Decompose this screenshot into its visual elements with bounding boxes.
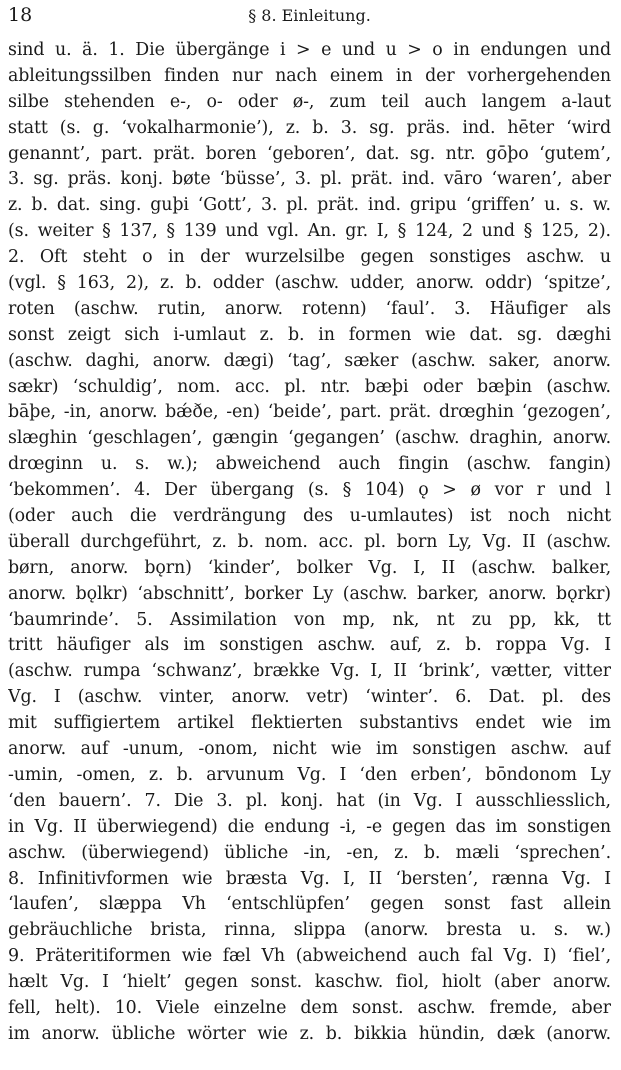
- text-line: anorw. bǫlkr) ‘abschnitt’, borker Ly (aschw. barker, anorw. bǫrkr): [8, 583, 611, 604]
- text-line: Vg. I (aschw. vinter, anorw. vetr) ‘winter’. 6. Dat. pl. des: [8, 687, 611, 708]
- body-text: [8, 38, 611, 1048]
- text-line: (aschw. rumpa ‘schwanz’, brække Vg. I, II ‘brink’, vætter, vitter: [8, 661, 611, 682]
- text-line: anorw. auf -unum, -onom, nicht wie im sonstigen aschw. auf: [8, 739, 611, 760]
- page-number: 18: [8, 4, 33, 26]
- text-line: ‘bekommen’. 4. Der übergang (s. § 104) ǫ > ø vor r und l: [8, 480, 611, 501]
- text-line: drœginn u. s. w.); abweichend auch fingin (aschw. fangin): [8, 454, 611, 475]
- text-line: (s. weiter § 137, § 139 und vgl. An. gr. I, § 124, 2 und § 125, 2).: [8, 221, 611, 242]
- text-line: (aschw. daghi, anorw. dægi) ‘tag’, sæker (aschw. saker, anorw.: [8, 350, 611, 371]
- text-line: ableitungssilben finden nur nach einem in der vorhergehenden: [8, 65, 611, 86]
- text-line: überall durchgeführt, z. b. nom. acc. pl. born Ly, Vg. II (aschw.: [8, 531, 611, 552]
- text-line: 3. sg. präs. konj. bøte ‘büsse’, 3. pl. prät. ind. vāro ‘waren’, aber: [8, 169, 611, 190]
- text-line: fell, helt). 10. Viele einzelne dem sonst. aschw. fremde, aber: [8, 997, 611, 1018]
- text-line: (vgl. § 163, 2), z. b. odder (aschw. udder, anorw. oddr) ‘spitze’,: [8, 273, 611, 294]
- text-line: z. b. dat. sing. guþi ‘Gott’, 3. pl. prät. ind. gripu ‘griffen’ u. s. w.: [8, 195, 611, 216]
- text-line: in Vg. II überwiegend) die endung -i, -e gegen das im sonstigen: [8, 816, 611, 837]
- text-line: aschw. (überwiegend) übliche -in, -en, z. b. mæli ‘sprechen’.: [8, 842, 611, 863]
- text-line: sonst zeigt sich i-umlaut z. b. in formen wie dat. sg. dæghi: [8, 324, 611, 345]
- text-line: (oder auch die verdrängung des u-umlautes) ist noch nicht: [8, 506, 611, 527]
- text-line: 9. Präteritiformen wie fæl Vh (abweichend auch fal Vg. I) ‘fiel’,: [8, 946, 611, 967]
- text-line: statt (s. g. ‘vokalharmonie’), z. b. 3. sg. präs. ind. hēter ‘wird: [8, 117, 611, 138]
- text-line: tritt häufiger als im sonstigen aschw. auf, z. b. roppa Vg. I: [8, 635, 611, 656]
- text-line: ‘laufen’, slæppa Vh ‘entschlüpfen’ gegen sonst fast allein: [8, 894, 611, 915]
- text-line: bāþe, -in, anorw. bǽðe, -en) ‘beide’, part. prät. drœghin ‘gezogen’,: [8, 402, 611, 423]
- text-line: roten (aschw. rutin, anorw. rotenn) ‘faul’. 3. Häufiger als: [8, 298, 611, 319]
- text-line: im anorw. übliche wörter wie z. b. bikkia hündin, dæk (anorw.: [8, 1023, 611, 1044]
- text-line: genannt’, part. prät. boren ‘geboren’, dat. sg. ntr. gōþo ‘gutem’,: [8, 143, 611, 164]
- text-line: hælt Vg. I ‘hielt’ gegen sonst. kaschw. fiol, hiolt (aber anorw.: [8, 972, 611, 993]
- text-line: børn, anorw. bǫrn) ‘kinder’, bolker Vg. I, II (aschw. balker,: [8, 557, 611, 578]
- text-line: mit suffigiertem artikel flektierten substantivs endet wie im: [8, 713, 611, 734]
- text-line: silbe stehenden e-, o- oder ø-, zum teil auch langem a-laut: [8, 91, 611, 112]
- text-line: sækr) ‘schuldig’, nom. acc. pl. ntr. bæþi oder bæþin (aschw.: [8, 376, 611, 397]
- running-head: § 8. Einleitung.: [248, 6, 371, 25]
- text-line: 8. Infinitivformen wie bræsta Vg. I, II ‘bersten’, rænna Vg. I: [8, 868, 611, 889]
- text-line: sind u. ä. 1. Die übergänge i > e und u > o in endungen und: [8, 40, 611, 60]
- text-line: ‘baumrinde’. 5. Assimilation von mp, nk, nt zu pp, kk, tt: [8, 609, 611, 630]
- text-line: -umin, -omen, z. b. arvunum Vg. I ‘den erben’, bōndonom Ly: [8, 764, 611, 785]
- text-line: gebräuchliche brista, rinna, slippa (anorw. bresta u. s. w.): [8, 920, 611, 941]
- text-line: slæghin ‘geschlagen’, gængin ‘gegangen’ (aschw. draghin, anorw.: [8, 428, 611, 449]
- text-line: 2. Oft steht o in der wurzelsilbe gegen sonstiges aschw. u: [8, 247, 611, 268]
- page-header: [8, 0, 611, 38]
- text-line: ‘den bauern’. 7. Die 3. pl. konj. hat (in Vg. I ausschliesslich,: [8, 790, 611, 811]
